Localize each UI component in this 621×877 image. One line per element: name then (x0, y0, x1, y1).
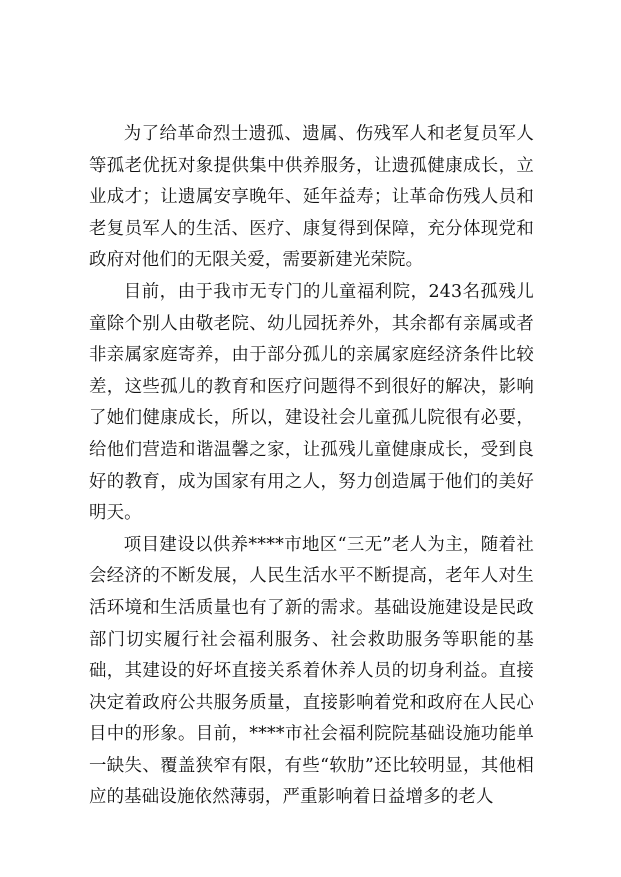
paragraph-2: 目前，由于我市无专门的儿童福利院，243名孤残儿童除个别人由敬老院、幼儿园抚养外，其余都有亲属或者非亲属家庭寄养，由于部分孤儿的亲属家庭经济条件比较差，这些孤儿的教育和医疗问题得不到很好的解决，影响了她们健康成长，所以，建设社会儿童孤儿院很有必要，给他们营造和谐温馨之家，让孤残儿童健康成长，受到良好的教育，成为国家有用之人，努力创造属于他们的美好明天。 (89, 281, 534, 524)
paragraph-1: 为了给革命烈士遗孤、遗属、伤残军人和老复员军人等孤老优抚对象提供集中供养服务，让遗孤健康成长，立业成才；让遗属安享晚年、延年益寿；让革命伤残人员和老复员军人的生活、医疗、康复得到保障，充分体现党和政府对他们的无限关爱，需要新建光荣院。 (89, 124, 534, 271)
document-body (89, 119, 534, 814)
paragraph-3: 项目建设以供养****市地区“三无”老人为主，随着社会经济的不断发展，人民生活水平不断提高，老年人对生活环境和生活质量也有了新的需求。基础设施建设是民政部门切实履行社会福利服务、社会救助服务等职能的基础，其建设的好坏直接关系着休养人员的切身利益。直接决定着政府公共服务质量，直接影响着党和政府在人民心目中的形象。目前，****市社会福利院院基础设施功能单一缺失、覆盖狭窄有限，有些“软肋”还比较明显，其他相应的基础设施依然薄弱，严重影响着日益增多的老人 (89, 534, 534, 808)
